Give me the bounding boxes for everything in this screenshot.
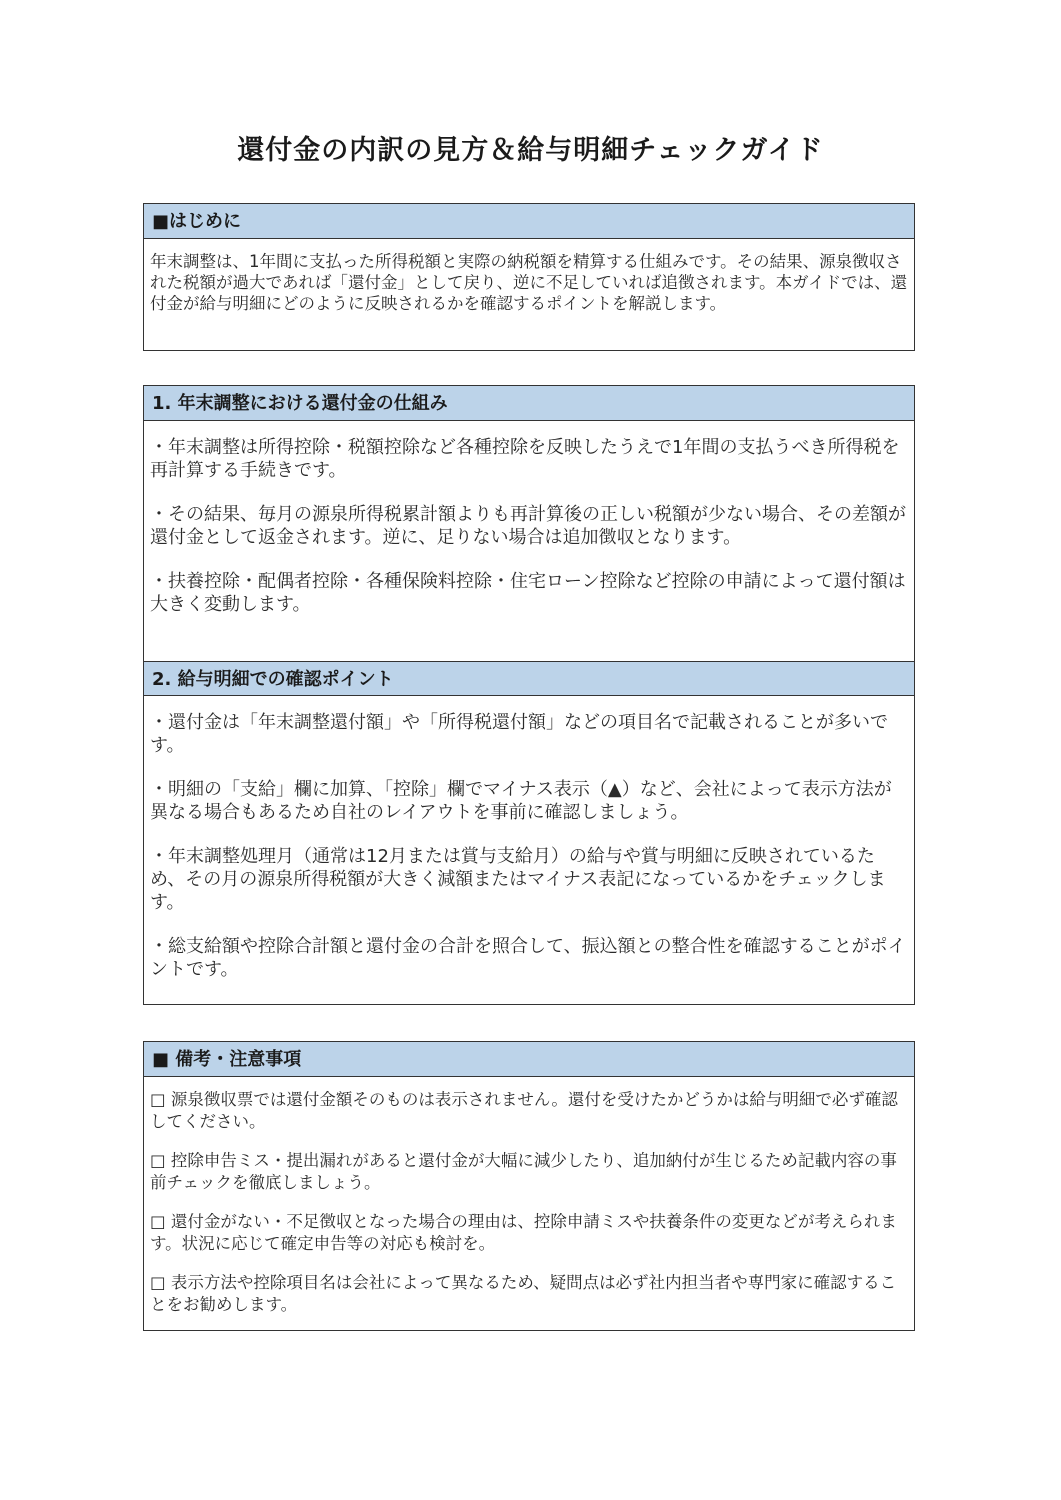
section2-heading: 2. 給与明細での確認ポイント: [144, 661, 914, 696]
note-item: □ 源泉徴収票では還付金額そのものは表示されません。還付を受けたかどうかは給与明細で必ず確認してください。: [150, 1090, 898, 1131]
section1-item: ・扶養控除・配偶者控除・各種保険料控除・住宅ローン控除など控除の申請によって還付額は大きく変動します。: [150, 571, 906, 615]
section2-body: [144, 696, 914, 981]
section1-body: [144, 421, 914, 661]
section2-item: ・還付金は「年末調整還付額」や「所得税還付額」などの項目名で記載されることが多いです。: [150, 712, 888, 756]
note-item: □ 還付金がない・不足徴収となった場合の理由は、控除申請ミスや扶養条件の変更などが考えられます。状況に応じて確定申告等の対応も検討を。: [150, 1212, 897, 1253]
intro-box: [143, 203, 915, 351]
section2-item: ・総支給額や控除合計額と還付金の合計を照合して、振込額との整合性を確認することがポイントです。: [150, 936, 906, 980]
main-sections-box: [143, 385, 915, 1005]
note-item: □ 控除申告ミス・提出漏れがあると還付金が大幅に減少したり、追加納付が生じるため記載内容の事前チェックを徹底しましょう。: [150, 1151, 897, 1192]
intro-text: 年末調整は、1年間に支払った所得税額と実際の納税額を精算する仕組みです。その結果、源泉徴収された税額が過大であれば「還付金」として戻り、逆に不足していれば追徴されます。本ガイドでは、還付金が給与明細にどのように反映されるかを確認するポイントを解説します。: [150, 252, 908, 313]
section2-item: ・明細の「支給」欄に加算、「控除」欄でマイナス表示（▲）など、会社によって表示方法が異なる場合もあるため自社のレイアウトを事前に確認しましょう。: [150, 779, 892, 823]
section1-heading: 1. 年末調整における還付金の仕組み: [144, 386, 914, 421]
page-title: 還付金の内訳の見方＆給与明細チェックガイド: [237, 135, 824, 166]
section2-item: ・年末調整処理月（通常は12月または賞与支給月）の給与や賞与明細に反映されているため、その月の源泉所得税額が大きく減額またはマイナス表記になっているかをチェックします。: [150, 846, 886, 913]
intro-heading: ■はじめに: [144, 204, 914, 239]
section1-item: ・年末調整は所得控除・税額控除など各種控除を反映したうえで1年間の支払うべき所得税を再計算する手続きです。: [150, 437, 900, 481]
section1-item: ・その結果、毎月の源泉所得税累計額よりも再計算後の正しい税額が少ない場合、その差額が還付金として返金されます。逆に、足りない場合は追加徴収となります。: [150, 504, 906, 548]
note-item: □ 表示方法や控除項目名は会社によって異なるため、疑問点は必ず社内担当者や専門家に確認することをお勧めします。: [150, 1273, 897, 1314]
notes-box: [143, 1041, 915, 1331]
notes-heading: ■ 備考・注意事項: [144, 1042, 914, 1077]
